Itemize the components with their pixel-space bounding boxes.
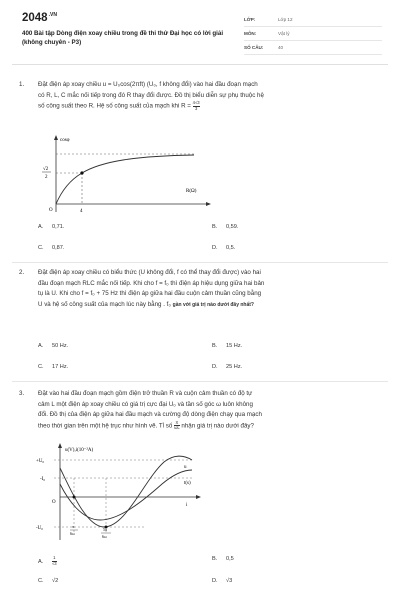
question-line <box>38 300 378 311</box>
question-line: Đặt vào hai đầu đoạn mạch gồm điện trở thuần R và cuộn cảm thuần có độ tự <box>38 390 253 397</box>
option-letter: A. <box>38 343 44 349</box>
q2-option-c[interactable] <box>38 364 68 370</box>
option-text: 25 Hz. <box>226 364 243 370</box>
question-line: cảm L một điện áp xoay chiều có giá trị cực đại U₀ và tần số góc ω luôn không <box>38 400 253 408</box>
voltage-curve <box>60 456 192 527</box>
question-line-text: số công suất theo R. Hệ số công suất của mạch khi R = <box>38 102 191 110</box>
fraction-numerator: 4√3 <box>192 100 200 106</box>
option-text: 15 Hz. <box>226 343 243 349</box>
question-number: 2. <box>19 269 25 276</box>
site-logo[interactable] <box>22 12 57 24</box>
t-axis-arrow <box>196 495 201 499</box>
option-text: √2 <box>52 578 59 584</box>
fraction-denominator: √3 <box>52 560 57 566</box>
t2-numerator: 5π <box>103 527 108 532</box>
y-axis-arrow <box>58 443 62 448</box>
question-line-text: U và hệ số công suất của mạch lúc này bằng . f₀ <box>38 300 171 308</box>
question-line: đổi. Đồ thị của điện áp giữa hai đầu mạch và cường độ dòng điện chạy qua mạch <box>38 411 262 419</box>
t2-denominator: 6ω <box>102 534 107 539</box>
q1-option-d[interactable] <box>212 245 235 251</box>
time-axis-label: t(s) <box>184 481 191 486</box>
q3-option-a[interactable] <box>38 556 57 566</box>
minus-u0-label: -U₀ <box>36 526 44 531</box>
question-line: có R, L, C mắc nối tiếp trong đó R thay đổi được. Đồ thị biểu diễn sự phụ thuộc hệ <box>38 91 264 99</box>
fraction-numerator: X <box>175 419 179 425</box>
plus-u0-label: +U₀ <box>36 459 45 464</box>
document-meta <box>244 13 382 55</box>
option-letter: C. <box>38 578 44 584</box>
question-text <box>38 80 378 113</box>
question-line-text: theo thời gian trên một hệ trục như hình vẽ. Tỉ số <box>38 422 173 430</box>
q2-option-a[interactable] <box>38 343 68 349</box>
option-letter: B. <box>212 224 218 230</box>
q1-option-b[interactable] <box>212 224 238 230</box>
q2-option-b[interactable] <box>212 343 242 349</box>
logo-suffix: .VN <box>48 12 57 18</box>
document-title: 400 Bài tập Dòng điện xoay chiều trong đề thi thử Đại học có lời giải (không chuyên - P3) <box>22 30 224 46</box>
q3-option-c[interactable] <box>38 578 58 584</box>
power-factor-curve <box>56 155 194 204</box>
question-number: 1. <box>19 81 25 88</box>
question-text <box>38 268 378 310</box>
meta-class <box>244 13 382 27</box>
origin-label: O <box>52 500 56 505</box>
question-text <box>38 389 378 432</box>
y-value-denominator: 2 <box>45 175 48 180</box>
question-line: tụ là U. Khi cho f = f₀ + 75 Hz thì điện áp giữa hai đầu cuộn cảm thuần cũng bằng <box>38 290 262 298</box>
logo-text: 2048 <box>22 12 48 24</box>
fraction-numerator: 1 <box>53 555 56 560</box>
ratio-fraction <box>174 421 180 431</box>
option-text: 50 Hz. <box>52 343 69 349</box>
option-text: 17 Hz. <box>52 364 69 370</box>
meta-subject-value: Vật lý <box>278 31 290 36</box>
minus-i0-label: -I₀ <box>40 477 46 482</box>
x-axis-label: R(Ω) <box>186 189 197 194</box>
current-curve-label: i <box>186 503 188 508</box>
y-axis-label: cosφ <box>60 138 70 143</box>
q3-option-b[interactable] <box>212 556 234 562</box>
page-header <box>22 12 382 57</box>
meta-subject <box>244 27 382 41</box>
option-letter: D. <box>212 364 218 370</box>
x-axis-arrow <box>206 202 211 206</box>
fraction-denominator: 3 <box>194 105 198 111</box>
option-letter: D. <box>212 578 218 584</box>
meta-count <box>244 41 382 55</box>
option-fraction <box>52 556 57 566</box>
y-axis-label: u(V),i(10⁻²A) <box>65 448 94 453</box>
y-value-numerator: √2 <box>43 167 49 172</box>
meta-subject-label: MÔN: <box>244 31 257 36</box>
x-value-label: 4 <box>80 209 83 214</box>
t1-denominator: 6ω <box>70 531 75 536</box>
q1-option-a[interactable] <box>38 224 64 230</box>
option-letter: C. <box>38 364 44 370</box>
curve-point <box>80 171 83 174</box>
question-line <box>38 101 378 112</box>
question-prompt: gần với giá trị nào dưới đây nhất? <box>172 301 254 308</box>
question-line: Đặt điện áp xoay chiều u = U₀cos(2πft) (U₀, f không đổi) vào hai đầu đoạn mạch <box>38 81 258 88</box>
header-divider <box>12 64 388 65</box>
question-line <box>38 421 378 432</box>
meta-count-label: SỐ CÂU: <box>244 45 264 50</box>
q1-option-c[interactable] <box>38 245 64 251</box>
t1-point <box>73 496 76 499</box>
option-letter: C. <box>38 245 44 251</box>
option-letter: B. <box>212 556 218 562</box>
q3-option-d[interactable] <box>212 578 232 584</box>
option-letter: A. <box>38 558 44 565</box>
question-separator <box>12 381 388 382</box>
option-letter: B. <box>212 343 218 349</box>
origin-label: O <box>49 208 53 213</box>
meta-class-value: Lớp 12 <box>278 17 293 22</box>
q2-option-d[interactable] <box>212 364 242 370</box>
question-separator <box>12 262 388 263</box>
question-line-text: nhận giá trị nào dưới đây? <box>181 422 254 430</box>
option-text: 0,87. <box>52 245 65 251</box>
option-text: 0,5 <box>226 556 234 562</box>
t1-numerator: π <box>72 524 75 529</box>
question-line: đầu đoạn mạch RLC mắc nối tiếp. Khi cho f = f₀ thì điện áp hiệu dụng giữa hai bản <box>38 279 265 287</box>
fraction-denominator: ωL <box>174 425 180 431</box>
option-text: 0,71. <box>52 224 65 230</box>
option-text: 0,59. <box>226 224 239 230</box>
meta-class-label: LỚP: <box>244 17 256 22</box>
meta-count-value: 40 <box>278 45 284 50</box>
voltage-current-graph <box>34 440 204 544</box>
voltage-curve-label: u <box>184 465 187 470</box>
option-letter: A. <box>38 224 44 230</box>
option-text: 0,5. <box>226 245 236 251</box>
y-axis-arrow <box>54 135 58 140</box>
option-text: √3 <box>226 578 233 584</box>
r-value-fraction <box>193 101 200 111</box>
power-factor-graph <box>36 132 212 216</box>
question-number: 3. <box>19 390 25 397</box>
option-letter: D. <box>212 245 218 251</box>
question-line: Đặt điện áp xoay chiều có biểu thức (U không đổi, f có thể thay đổi được) vào hai <box>38 269 261 276</box>
